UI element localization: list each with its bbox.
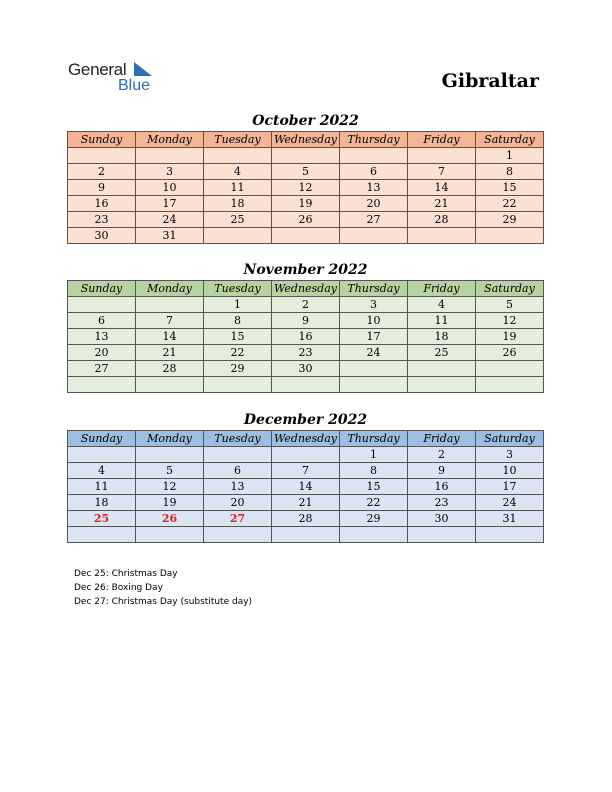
- empty-day-cell: [68, 297, 136, 313]
- weekday-saturday: Saturday: [476, 431, 544, 447]
- weekday-monday: Monday: [136, 281, 204, 297]
- day-cell: 7: [408, 164, 476, 180]
- country-title: Gibraltar: [441, 70, 539, 92]
- week-row: [68, 297, 544, 313]
- day-cell: 30: [68, 228, 136, 244]
- empty-day-cell: [408, 361, 476, 377]
- day-cell: 4: [68, 463, 136, 479]
- day-cell: 4: [408, 297, 476, 313]
- empty-day-cell: [68, 377, 136, 393]
- day-cell: 1: [476, 148, 544, 164]
- day-cell: 22: [340, 495, 408, 511]
- empty-day-cell: [136, 148, 204, 164]
- day-cell: 26: [272, 212, 340, 228]
- week-row: [68, 313, 544, 329]
- empty-day-cell: [408, 377, 476, 393]
- day-cell: 23: [272, 345, 340, 361]
- day-cell: 10: [136, 180, 204, 196]
- calendar-grid: [67, 131, 544, 244]
- day-cell: 8: [340, 463, 408, 479]
- day-cell: 3: [476, 447, 544, 463]
- month-november: [67, 260, 544, 393]
- weekday-monday: Monday: [136, 431, 204, 447]
- logo-triangle-icon: [134, 62, 154, 78]
- day-cell: 12: [476, 313, 544, 329]
- day-cell: 9: [272, 313, 340, 329]
- day-cell: 24: [136, 212, 204, 228]
- week-row: [68, 463, 544, 479]
- weekday-saturday: Saturday: [476, 281, 544, 297]
- week-row: [68, 377, 544, 393]
- day-cell: 9: [408, 463, 476, 479]
- day-cell: 16: [68, 196, 136, 212]
- day-cell: 2: [272, 297, 340, 313]
- week-row: [68, 148, 544, 164]
- day-cell: 4: [204, 164, 272, 180]
- empty-day-cell: [68, 148, 136, 164]
- empty-day-cell: [476, 377, 544, 393]
- day-cell: 6: [340, 164, 408, 180]
- day-cell: 19: [476, 329, 544, 345]
- day-cell: 2: [68, 164, 136, 180]
- day-cell: 9: [68, 180, 136, 196]
- empty-day-cell: [272, 228, 340, 244]
- day-cell: 14: [272, 479, 340, 495]
- day-cell: 20: [340, 196, 408, 212]
- logo-text-blue: Blue: [118, 77, 151, 94]
- week-row: [68, 495, 544, 511]
- day-cell: 20: [204, 495, 272, 511]
- weekday-thursday: Thursday: [340, 132, 408, 148]
- day-cell: 1: [204, 297, 272, 313]
- week-row: [68, 329, 544, 345]
- day-cell: 12: [136, 479, 204, 495]
- day-cell: 11: [68, 479, 136, 495]
- weekday-header-row: [68, 431, 544, 447]
- day-cell: 10: [476, 463, 544, 479]
- day-cell: 11: [408, 313, 476, 329]
- calendar-grid: [67, 430, 544, 543]
- month-title: November 2022: [243, 262, 368, 278]
- empty-day-cell: [476, 228, 544, 244]
- day-cell: 5: [476, 297, 544, 313]
- day-cell: 15: [204, 329, 272, 345]
- day-cell: 23: [408, 495, 476, 511]
- day-cell: 25: [68, 511, 136, 527]
- day-cell: 15: [476, 180, 544, 196]
- weekday-wednesday: Wednesday: [272, 281, 340, 297]
- day-cell: 5: [136, 463, 204, 479]
- day-cell: 11: [204, 180, 272, 196]
- weekday-monday: Monday: [136, 132, 204, 148]
- holiday-note: Dec 25: Christmas Day: [74, 569, 178, 579]
- empty-day-cell: [68, 527, 136, 543]
- generalblue-logo: [68, 60, 158, 96]
- day-cell: 18: [204, 196, 272, 212]
- day-cell: 8: [204, 313, 272, 329]
- empty-day-cell: [340, 361, 408, 377]
- day-cell: 21: [272, 495, 340, 511]
- day-cell: 8: [476, 164, 544, 180]
- day-cell: 19: [272, 196, 340, 212]
- empty-day-cell: [340, 527, 408, 543]
- holiday-notes: [74, 567, 252, 609]
- empty-day-cell: [136, 297, 204, 313]
- day-cell: 15: [340, 479, 408, 495]
- day-cell: 28: [272, 511, 340, 527]
- weekday-header-row: [68, 281, 544, 297]
- empty-day-cell: [136, 527, 204, 543]
- day-cell: 2: [408, 447, 476, 463]
- day-cell: 20: [68, 345, 136, 361]
- day-cell: 31: [136, 228, 204, 244]
- weekday-thursday: Thursday: [340, 431, 408, 447]
- day-cell: 17: [476, 479, 544, 495]
- day-cell: 6: [204, 463, 272, 479]
- holiday-note: Dec 27: Christmas Day (substitute day): [74, 597, 253, 607]
- month-title: October 2022: [252, 113, 359, 129]
- week-row: [68, 228, 544, 244]
- day-cell: 29: [340, 511, 408, 527]
- day-cell: 22: [476, 196, 544, 212]
- month-october: [67, 111, 544, 244]
- empty-day-cell: [68, 447, 136, 463]
- weekday-sunday: Sunday: [68, 431, 136, 447]
- day-cell: 27: [204, 511, 272, 527]
- day-cell: 31: [476, 511, 544, 527]
- weekday-wednesday: Wednesday: [272, 132, 340, 148]
- calendar-grid: [67, 280, 544, 393]
- day-cell: 18: [408, 329, 476, 345]
- day-cell: 12: [272, 180, 340, 196]
- week-row: [68, 511, 544, 527]
- empty-day-cell: [476, 527, 544, 543]
- week-row: [68, 361, 544, 377]
- empty-day-cell: [408, 148, 476, 164]
- week-row: [68, 345, 544, 361]
- day-cell: 27: [68, 361, 136, 377]
- day-cell: 25: [408, 345, 476, 361]
- empty-day-cell: [204, 228, 272, 244]
- weekday-wednesday: Wednesday: [272, 431, 340, 447]
- week-row: [68, 180, 544, 196]
- empty-day-cell: [204, 527, 272, 543]
- day-cell: 28: [136, 361, 204, 377]
- empty-day-cell: [340, 148, 408, 164]
- day-cell: 30: [408, 511, 476, 527]
- day-cell: 10: [340, 313, 408, 329]
- logo-text-general: General: [68, 60, 127, 79]
- empty-day-cell: [204, 377, 272, 393]
- day-cell: 6: [68, 313, 136, 329]
- day-cell: 14: [408, 180, 476, 196]
- day-cell: 29: [476, 212, 544, 228]
- day-cell: 17: [340, 329, 408, 345]
- weekday-header-row: [68, 132, 544, 148]
- week-row: [68, 164, 544, 180]
- day-cell: 13: [204, 479, 272, 495]
- day-cell: 13: [68, 329, 136, 345]
- weekday-friday: Friday: [408, 132, 476, 148]
- day-cell: 18: [68, 495, 136, 511]
- empty-day-cell: [340, 228, 408, 244]
- day-cell: 26: [476, 345, 544, 361]
- weekday-sunday: Sunday: [68, 132, 136, 148]
- day-cell: 16: [408, 479, 476, 495]
- day-cell: 30: [272, 361, 340, 377]
- day-cell: 21: [136, 345, 204, 361]
- day-cell: 19: [136, 495, 204, 511]
- empty-day-cell: [204, 447, 272, 463]
- empty-day-cell: [204, 148, 272, 164]
- weekday-tuesday: Tuesday: [204, 431, 272, 447]
- weekday-tuesday: Tuesday: [204, 281, 272, 297]
- empty-day-cell: [408, 228, 476, 244]
- day-cell: 14: [136, 329, 204, 345]
- day-cell: 22: [204, 345, 272, 361]
- empty-day-cell: [272, 377, 340, 393]
- day-cell: 16: [272, 329, 340, 345]
- day-cell: 24: [476, 495, 544, 511]
- day-cell: 7: [272, 463, 340, 479]
- day-cell: 26: [136, 511, 204, 527]
- day-cell: 21: [408, 196, 476, 212]
- day-cell: 27: [340, 212, 408, 228]
- weekday-thursday: Thursday: [340, 281, 408, 297]
- day-cell: 13: [340, 180, 408, 196]
- day-cell: 24: [340, 345, 408, 361]
- week-row: [68, 447, 544, 463]
- empty-day-cell: [272, 527, 340, 543]
- week-row: [68, 196, 544, 212]
- weekday-friday: Friday: [408, 281, 476, 297]
- day-cell: 3: [136, 164, 204, 180]
- day-cell: 23: [68, 212, 136, 228]
- empty-day-cell: [136, 447, 204, 463]
- day-cell: 29: [204, 361, 272, 377]
- empty-day-cell: [136, 377, 204, 393]
- weekday-saturday: Saturday: [476, 132, 544, 148]
- day-cell: 3: [340, 297, 408, 313]
- weekday-friday: Friday: [408, 431, 476, 447]
- weekday-sunday: Sunday: [68, 281, 136, 297]
- empty-day-cell: [476, 361, 544, 377]
- day-cell: 28: [408, 212, 476, 228]
- month-december: [67, 410, 544, 543]
- empty-day-cell: [340, 377, 408, 393]
- month-title: December 2022: [243, 412, 368, 428]
- day-cell: 1: [340, 447, 408, 463]
- day-cell: 17: [136, 196, 204, 212]
- day-cell: 7: [136, 313, 204, 329]
- empty-day-cell: [272, 148, 340, 164]
- holiday-note: Dec 26: Boxing Day: [74, 583, 163, 593]
- week-row: [68, 479, 544, 495]
- day-cell: 5: [272, 164, 340, 180]
- empty-day-cell: [408, 527, 476, 543]
- day-cell: 25: [204, 212, 272, 228]
- week-row: [68, 212, 544, 228]
- empty-day-cell: [272, 447, 340, 463]
- weekday-tuesday: Tuesday: [204, 132, 272, 148]
- week-row: [68, 527, 544, 543]
